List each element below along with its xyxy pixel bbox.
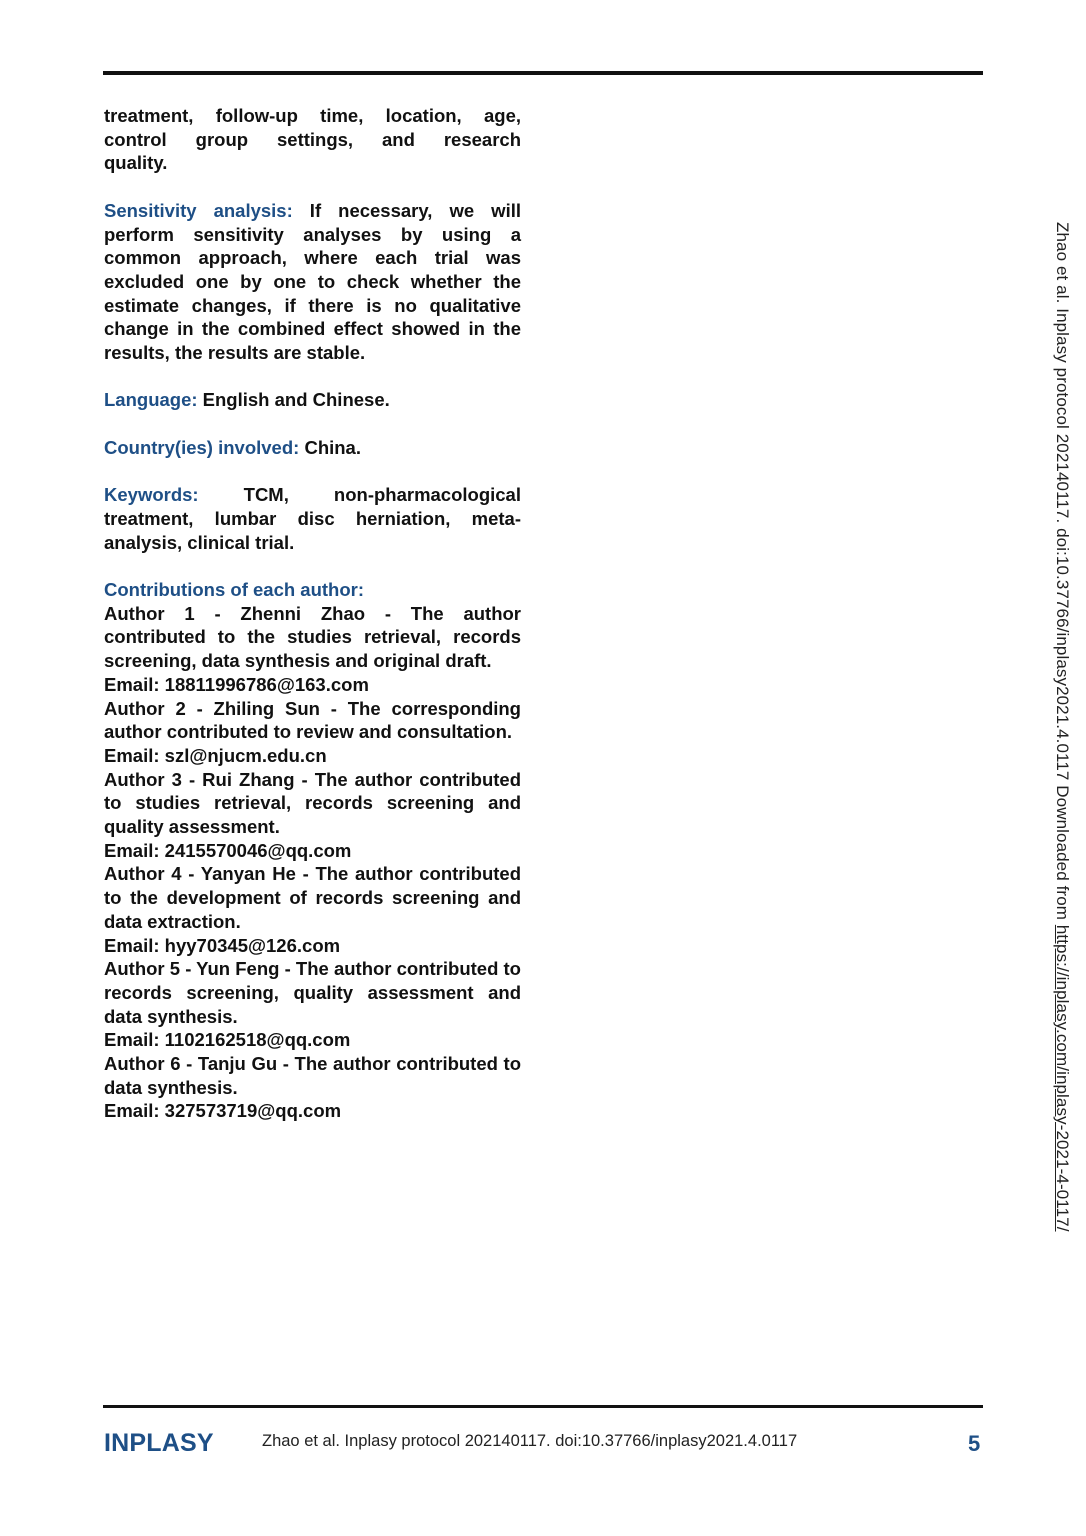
author-contribution: Author 2 - Zhiling Sun - The corresponding author contributed to review and consultation.	[104, 697, 521, 743]
author-entry	[104, 768, 521, 863]
text-line: quality.	[104, 152, 168, 174]
keywords-label: Keywords:	[104, 484, 199, 506]
page-number: 5	[968, 1431, 981, 1456]
footer-brand-logo: INPLASY	[104, 1429, 214, 1457]
side-watermark-text: Zhao et al. Inplasy protocol 202140117. doi:10.37766/inplasy2021.4.0117 Downloaded from	[1053, 222, 1072, 925]
author-contribution: Author 1 - Zhenni Zhao - The author contributed to the studies retrieval, records screening, data synthesis and original draft.	[104, 602, 521, 672]
keywords-text: TCM, non-pharmacological treatment, lumbar disc herniation, meta-analysis, clinical trial.	[104, 484, 521, 553]
author-email: Email: 327573719@qq.com	[104, 1100, 342, 1122]
author-contribution: Author 6 - Tanju Gu - The author contributed to data synthesis.	[104, 1053, 521, 1098]
main-column	[104, 104, 521, 1123]
sensitivity-analysis-label: Sensitivity analysis:	[104, 199, 293, 221]
header-rule	[103, 71, 983, 75]
text-line: control group settings, and research	[104, 128, 521, 150]
author-email: Email: szl@njucm.edu.cn	[104, 744, 327, 766]
author-email: Email: 2415570046@qq.com	[104, 839, 352, 861]
sensitivity-analysis-text: If necessary, we will perform sensitivity analyses by using a common approach, where each trial was excluded one by one to check whether the estimate changes, if there is no qualitative change in the combined effect showed in the results, the results are stable.	[104, 199, 521, 364]
language-section	[104, 388, 521, 412]
language-label: Language:	[104, 389, 198, 411]
side-watermark	[1052, 222, 1072, 1232]
countries-section	[104, 436, 521, 460]
countries-text: China.	[299, 436, 361, 458]
author-entry	[104, 697, 521, 768]
author-entry	[104, 957, 521, 1052]
text-line: treatment, follow-up time, location, age,	[104, 105, 521, 126]
author-email: Email: hyy70345@126.com	[104, 934, 341, 956]
language-text: English and Chinese.	[197, 389, 390, 411]
footer-citation: Zhao et al. Inplasy protocol 202140117. doi:10.37766/inplasy2021.4.0117	[262, 1432, 798, 1450]
contributions-label: Contributions of each author:	[104, 578, 365, 600]
footer-rule	[103, 1405, 983, 1408]
author-contribution: Author 5 - Yun Feng - The author contributed to records screening, quality assessment and data synthesis.	[104, 958, 521, 1027]
author-email: Email: 1102162518@qq.com	[104, 1029, 351, 1051]
author-entry	[104, 862, 521, 957]
contributions-section	[104, 578, 521, 1123]
keywords-section	[104, 483, 521, 554]
author-contribution: Author 3 - Rui Zhang - The author contributed to studies retrieval, records screening and quality assessment.	[104, 768, 521, 838]
author-entry	[104, 602, 521, 697]
countries-label: Country(ies) involved:	[104, 436, 300, 458]
author-contribution: Author 4 - Yanyan He - The author contributed to the development of records screening and data extraction.	[104, 863, 521, 932]
continued-paragraph	[104, 104, 521, 175]
sensitivity-analysis-section	[104, 199, 521, 365]
side-watermark-link[interactable]: https://inplasy.com/inplasy-2021-4-0117/	[1053, 924, 1072, 1232]
author-entry	[104, 1052, 521, 1123]
author-email: Email: 18811996786@163.com	[104, 673, 369, 695]
